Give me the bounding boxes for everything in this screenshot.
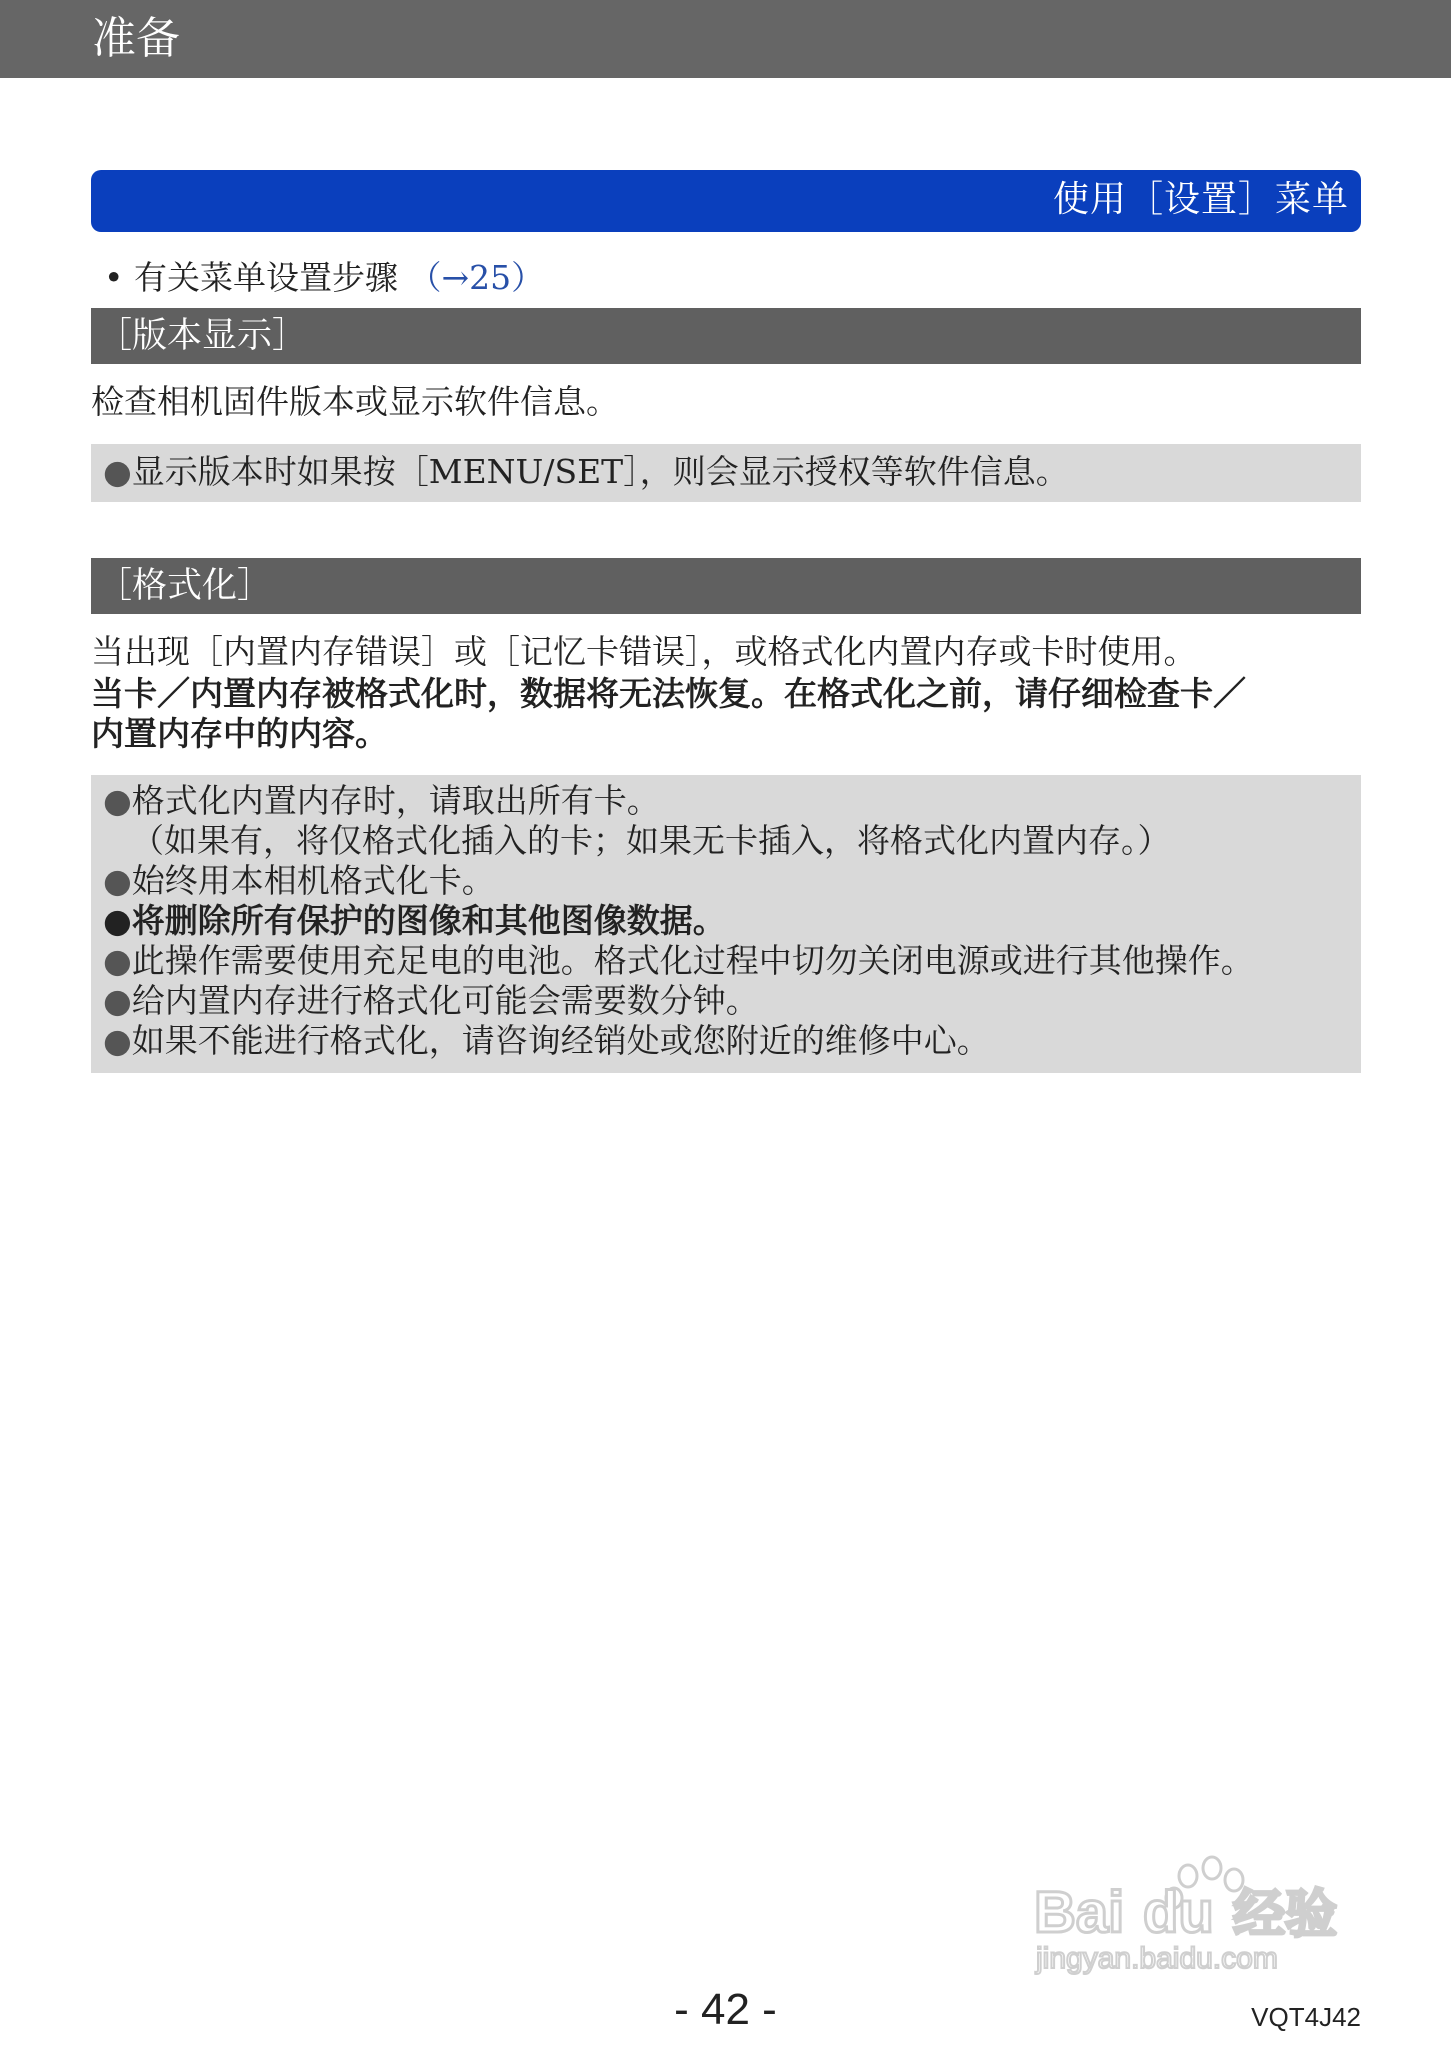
version-note-box — [91, 444, 1361, 502]
bullet-dot-icon: ● — [103, 861, 132, 900]
bullet-dot-icon: ● — [103, 901, 132, 940]
svg-text:du: du — [1143, 1880, 1214, 1945]
page-reference-link[interactable]: （→25） — [408, 258, 545, 297]
note-item — [103, 861, 495, 901]
top-bar — [0, 0, 1451, 78]
bullet-dot-icon: ● — [103, 981, 132, 1020]
svg-text:经验: 经验 — [1233, 1885, 1338, 1945]
svg-text:Bai: Bai — [1034, 1880, 1125, 1945]
banner-title: 使用［设置］菜单 — [1052, 179, 1349, 220]
format-description: 当出现［内置内存错误］或［记忆卡错误］，或格式化内置内存或卡时使用。 — [91, 632, 1197, 671]
page-number: - 42 - — [674, 1985, 777, 2034]
version-section-header — [91, 308, 1361, 364]
format-warning-line-1: 当卡／内置内存被格式化时，数据将无法恢复。在格式化之前，请仔细检查卡／ — [91, 674, 1246, 713]
note-text: 将删除所有保护的图像和其他图像数据。 — [131, 901, 726, 940]
svg-text:jingyan.baidu.com: jingyan.baidu.com — [1036, 1942, 1278, 1975]
note-text: 显示版本时如果按［MENU/SET］，则会显示授权等软件信息。 — [131, 452, 1069, 491]
chapter-title: 准备 — [92, 13, 180, 64]
note-text: 如果不能进行格式化，请咨询经销处或您附近的维修中心。 — [131, 1021, 990, 1060]
reference-line — [104, 258, 544, 298]
note-text: 给内置内存进行格式化可能会需要数分钟。 — [131, 981, 759, 1020]
document-code: VQT4J42 — [1251, 2002, 1361, 2032]
format-notes-box — [91, 775, 1361, 1073]
format-section-header — [91, 558, 1361, 614]
bullet-dot-icon: ● — [103, 941, 132, 980]
bullet-dot-icon: ● — [103, 452, 132, 491]
baidu-watermark-logo — [1028, 1850, 1368, 1980]
note-text: 格式化内置内存时，请取出所有卡。 — [131, 781, 660, 820]
note-item — [103, 1021, 990, 1061]
section-banner — [91, 170, 1361, 232]
bullet-dot-icon: ● — [103, 781, 132, 820]
note-text: 此操作需要使用充足电的电池。格式化过程中切勿关闭电源或进行其他操作。 — [131, 941, 1254, 980]
bullet-dot-icon: ● — [103, 1021, 132, 1060]
note-item — [103, 452, 1069, 492]
version-description: 检查相机固件版本或显示软件信息。 — [91, 382, 619, 421]
format-warning-line-2: 内置内存中的内容。 — [91, 714, 388, 753]
version-section-title: ［版本显示］ — [97, 316, 308, 356]
reference-text: 有关菜单设置步骤 — [133, 258, 398, 297]
format-section-title: ［格式化］ — [97, 566, 273, 606]
note-item-bold — [103, 901, 726, 941]
bullet: • — [104, 258, 124, 297]
note-item-continuation: （如果有，将仅格式化插入的卡；如果无卡插入，将格式化内置内存。） — [131, 821, 1171, 860]
note-item — [103, 781, 660, 821]
note-text: 始终用本相机格式化卡。 — [131, 861, 495, 900]
note-item — [103, 981, 759, 1021]
note-item — [103, 941, 1254, 981]
